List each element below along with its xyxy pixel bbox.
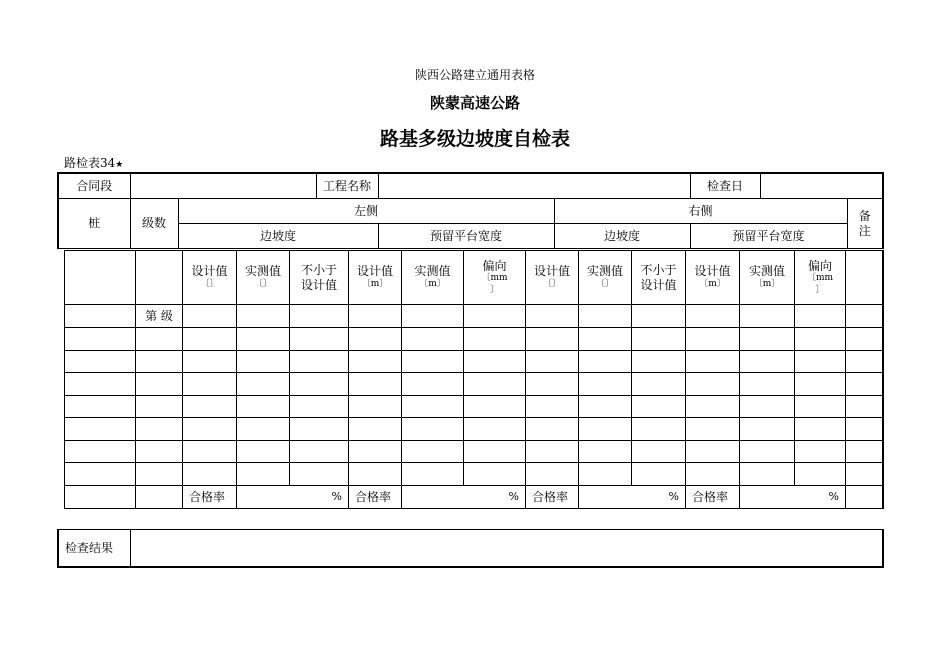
value-cell[interactable] <box>464 418 526 441</box>
stake-cell[interactable] <box>65 305 136 328</box>
organization-caption: 陕西公路建立通用表格 <box>414 68 535 82</box>
value-cell[interactable] <box>464 396 526 418</box>
level-cell[interactable] <box>136 373 183 396</box>
data-row <box>65 463 883 486</box>
value-cell[interactable] <box>402 351 464 373</box>
right-platform-design-unit: 〔m〕 <box>699 278 726 289</box>
value-cell[interactable] <box>740 463 795 486</box>
value-cell[interactable] <box>237 418 290 441</box>
result-field[interactable] <box>130 530 883 568</box>
value-cell[interactable] <box>349 328 402 351</box>
percent-sign: % <box>668 490 679 504</box>
right-platform-pass-rate-value[interactable] <box>740 486 846 509</box>
left-platform-pass-rate-label: 合格率 <box>349 486 402 509</box>
remarks-cell[interactable] <box>846 328 883 351</box>
left-deviation-label: 偏向 <box>482 258 507 273</box>
left-slope-design-label: 设计值 <box>191 264 228 279</box>
remarks-char-1: 备 <box>858 209 871 224</box>
level-cell: 第 级 <box>136 305 183 328</box>
pass-rate-row <box>65 486 883 509</box>
value-cell[interactable] <box>686 351 740 373</box>
value-cell[interactable] <box>183 305 237 328</box>
right-side-header: 右侧 <box>554 199 847 224</box>
pass-rate-level-cell <box>136 486 183 509</box>
check-date-label: 检查日 <box>690 173 760 199</box>
value-cell[interactable] <box>290 328 349 351</box>
value-cell[interactable] <box>183 351 237 373</box>
right-deviation-label: 偏向 <box>807 258 832 273</box>
right-platform-design-header <box>686 251 740 305</box>
value-cell[interactable] <box>526 396 579 418</box>
value-cell[interactable] <box>740 418 795 441</box>
left-platform-design-unit: 〔m〕 <box>361 278 389 289</box>
level-cell[interactable] <box>136 396 183 418</box>
value-cell[interactable] <box>464 463 526 486</box>
form-title: 路基多级边坡度自检表 <box>379 128 570 150</box>
stake-cell[interactable] <box>65 418 136 441</box>
value-cell[interactable] <box>290 463 349 486</box>
value-cell[interactable] <box>526 441 579 463</box>
value-cell[interactable] <box>402 328 464 351</box>
left-slope-pass-rate-value[interactable] <box>237 486 349 509</box>
right-platform-measured-unit: 〔m〕 <box>753 278 781 289</box>
value-cell[interactable] <box>183 463 237 486</box>
data-row <box>65 351 883 373</box>
value-cell[interactable] <box>579 305 632 328</box>
project-name-label: 工程名称 <box>316 173 378 199</box>
left-not-less-line2: 设计值 <box>300 277 337 292</box>
stake-header: 桩 <box>58 199 130 249</box>
percent-sign: % <box>828 490 839 504</box>
right-deviation-unit-2: 〕 <box>815 284 825 295</box>
value-cell[interactable] <box>579 351 632 373</box>
value-cell[interactable] <box>795 351 846 373</box>
value-cell[interactable] <box>464 351 526 373</box>
value-cell[interactable] <box>740 373 795 396</box>
left-deviation-unit-2: 〕 <box>489 284 499 295</box>
value-cell[interactable] <box>290 351 349 373</box>
left-slope-measured-label: 实测值 <box>244 264 281 279</box>
side-header-row <box>58 199 883 224</box>
remarks-cell[interactable] <box>846 418 883 441</box>
project-title: 陕蒙高速公路 <box>429 94 520 112</box>
remarks-cell[interactable] <box>846 351 883 373</box>
value-cell[interactable] <box>402 441 464 463</box>
stake-cell[interactable] <box>65 396 136 418</box>
value-cell[interactable] <box>464 328 526 351</box>
data-row <box>65 373 883 396</box>
value-cell[interactable] <box>526 351 579 373</box>
level-unit-cell <box>136 251 183 305</box>
left-platform-measured-label: 实测值 <box>414 264 451 279</box>
remarks-cell[interactable] <box>846 305 883 328</box>
remarks-unit-cell <box>846 251 883 305</box>
remarks-cell[interactable] <box>846 396 883 418</box>
value-cell[interactable] <box>237 373 290 396</box>
value-cell[interactable] <box>237 396 290 418</box>
value-cell[interactable] <box>795 441 846 463</box>
value-cell[interactable] <box>686 396 740 418</box>
left-slope-design-unit: 〔〕 <box>200 278 219 289</box>
left-platform-header: 预留平台宽度 <box>378 224 554 249</box>
value-cell[interactable] <box>349 463 402 486</box>
value-cell[interactable] <box>795 305 846 328</box>
value-cell[interactable] <box>579 373 632 396</box>
percent-sign: % <box>508 490 519 504</box>
header-table <box>57 172 884 249</box>
value-cell[interactable] <box>526 328 579 351</box>
remarks-cell[interactable] <box>846 463 883 486</box>
value-cell[interactable] <box>579 418 632 441</box>
check-date-field[interactable] <box>760 173 883 199</box>
unit-header-row <box>65 251 883 305</box>
value-cell[interactable] <box>632 441 686 463</box>
stake-unit-cell <box>65 251 136 305</box>
value-cell[interactable] <box>402 305 464 328</box>
left-not-less-line1: 不小于 <box>300 263 337 278</box>
stake-cell[interactable] <box>65 373 136 396</box>
value-cell[interactable] <box>795 463 846 486</box>
level-cell[interactable] <box>136 328 183 351</box>
value-cell[interactable] <box>579 463 632 486</box>
value-cell[interactable] <box>632 418 686 441</box>
value-cell[interactable] <box>686 373 740 396</box>
value-cell[interactable] <box>349 351 402 373</box>
value-cell[interactable] <box>464 305 526 328</box>
info-row <box>58 173 883 199</box>
value-cell[interactable] <box>526 463 579 486</box>
value-cell[interactable] <box>349 441 402 463</box>
value-cell[interactable] <box>632 373 686 396</box>
left-not-less-header <box>290 251 349 305</box>
value-cell[interactable] <box>290 373 349 396</box>
value-cell[interactable] <box>686 463 740 486</box>
star-icon: ★ <box>115 160 124 170</box>
right-slope-design-label: 设计值 <box>533 264 570 279</box>
value-cell[interactable] <box>349 305 402 328</box>
left-platform-design-header <box>349 251 402 305</box>
group-header-row <box>58 224 883 249</box>
result-table <box>57 529 884 568</box>
left-platform-pass-rate-value[interactable] <box>402 486 526 509</box>
value-cell[interactable] <box>402 396 464 418</box>
value-cell[interactable] <box>795 396 846 418</box>
value-cell[interactable] <box>526 305 579 328</box>
remarks-char-2: 注 <box>858 223 871 238</box>
right-not-less-line2: 设计值 <box>640 277 677 292</box>
right-slope-pass-rate-value[interactable] <box>579 486 686 509</box>
value-cell[interactable] <box>349 373 402 396</box>
value-cell[interactable] <box>183 373 237 396</box>
left-side-header: 左侧 <box>178 199 554 224</box>
level-header: 级数 <box>130 199 178 249</box>
data-row <box>65 396 883 418</box>
stake-cell[interactable] <box>65 351 136 373</box>
value-cell[interactable] <box>686 305 740 328</box>
left-slope-design-header <box>183 251 237 305</box>
value-cell[interactable] <box>740 351 795 373</box>
level-cell[interactable] <box>136 463 183 486</box>
right-deviation-header <box>795 251 846 305</box>
value-cell[interactable] <box>686 441 740 463</box>
value-cell[interactable] <box>464 373 526 396</box>
value-cell[interactable] <box>464 441 526 463</box>
value-cell[interactable] <box>290 441 349 463</box>
left-platform-design-label: 设计值 <box>356 264 393 279</box>
data-row <box>65 305 883 328</box>
level-cell[interactable] <box>136 418 183 441</box>
left-slope-measured-unit: 〔〕 <box>253 278 272 289</box>
percent-sign: % <box>331 490 342 504</box>
result-label: 检查结果 <box>58 530 130 568</box>
value-cell[interactable] <box>579 396 632 418</box>
value-cell[interactable] <box>686 418 740 441</box>
value-cell[interactable] <box>237 351 290 373</box>
value-cell[interactable] <box>183 441 237 463</box>
value-cell[interactable] <box>686 328 740 351</box>
stake-cell[interactable] <box>65 441 136 463</box>
right-platform-design-label: 设计值 <box>694 264 731 279</box>
right-slope-design-unit: 〔〕 <box>542 278 561 289</box>
stake-cell[interactable] <box>65 463 136 486</box>
value-cell[interactable] <box>237 463 290 486</box>
remarks-cell[interactable] <box>846 441 883 463</box>
value-cell[interactable] <box>290 396 349 418</box>
value-cell[interactable] <box>795 373 846 396</box>
pass-rate-remarks-cell <box>846 486 883 509</box>
left-platform-measured-unit: 〔m〕 <box>419 278 446 289</box>
right-slope-header: 边坡度 <box>554 224 690 249</box>
form-number-text: 路检表34 <box>64 156 116 170</box>
project-name-field[interactable] <box>378 173 690 199</box>
right-slope-pass-rate-label: 合格率 <box>526 486 579 509</box>
right-not-less-header <box>632 251 686 305</box>
value-cell[interactable] <box>740 305 795 328</box>
left-slope-header: 边坡度 <box>178 224 378 249</box>
value-cell[interactable] <box>632 328 686 351</box>
value-cell[interactable] <box>183 418 237 441</box>
value-cell[interactable] <box>795 418 846 441</box>
value-cell[interactable] <box>402 418 464 441</box>
value-cell[interactable] <box>632 396 686 418</box>
left-deviation-unit-1: 〔mm <box>481 273 508 283</box>
value-cell[interactable] <box>237 305 290 328</box>
right-platform-measured-header <box>740 251 795 305</box>
data-row <box>65 328 883 351</box>
right-slope-measured-unit: 〔〕 <box>595 278 614 289</box>
left-slope-measured-header <box>237 251 290 305</box>
left-platform-measured-header <box>402 251 464 305</box>
right-deviation-unit-1: 〔mm <box>806 273 834 283</box>
value-cell[interactable] <box>290 305 349 328</box>
form-number <box>64 154 123 171</box>
contract-field[interactable] <box>130 173 316 199</box>
data-grid <box>64 250 884 509</box>
right-slope-design-header <box>526 251 579 305</box>
contract-label: 合同段 <box>58 173 130 199</box>
stake-cell[interactable] <box>65 328 136 351</box>
value-cell[interactable] <box>402 463 464 486</box>
value-cell[interactable] <box>632 463 686 486</box>
data-row <box>65 441 883 463</box>
value-cell[interactable] <box>740 441 795 463</box>
value-cell[interactable] <box>579 328 632 351</box>
value-cell[interactable] <box>290 418 349 441</box>
level-cell[interactable] <box>136 351 183 373</box>
right-slope-measured-label: 实测值 <box>586 264 623 279</box>
value-cell[interactable] <box>579 441 632 463</box>
result-row <box>58 530 883 568</box>
value-cell[interactable] <box>237 328 290 351</box>
remarks-header <box>847 199 883 249</box>
value-cell[interactable] <box>526 418 579 441</box>
level-cell[interactable] <box>136 441 183 463</box>
pass-rate-stake-cell <box>65 486 136 509</box>
value-cell[interactable] <box>526 373 579 396</box>
value-cell[interactable] <box>349 396 402 418</box>
remarks-cell[interactable] <box>846 373 883 396</box>
right-platform-pass-rate-label: 合格率 <box>686 486 740 509</box>
left-slope-pass-rate-label: 合格率 <box>183 486 237 509</box>
right-platform-measured-label: 实测值 <box>748 264 785 279</box>
right-not-less-line1: 不小于 <box>640 263 677 278</box>
value-cell[interactable] <box>740 396 795 418</box>
value-cell[interactable] <box>632 305 686 328</box>
value-cell[interactable] <box>183 328 237 351</box>
value-cell[interactable] <box>795 328 846 351</box>
left-deviation-header <box>464 251 526 305</box>
value-cell[interactable] <box>349 418 402 441</box>
value-cell[interactable] <box>632 351 686 373</box>
value-cell[interactable] <box>183 396 237 418</box>
right-slope-measured-header <box>579 251 632 305</box>
data-row <box>65 418 883 441</box>
value-cell[interactable] <box>740 328 795 351</box>
right-platform-header: 预留平台宽度 <box>690 224 847 249</box>
value-cell[interactable] <box>237 441 290 463</box>
value-cell[interactable] <box>402 373 464 396</box>
